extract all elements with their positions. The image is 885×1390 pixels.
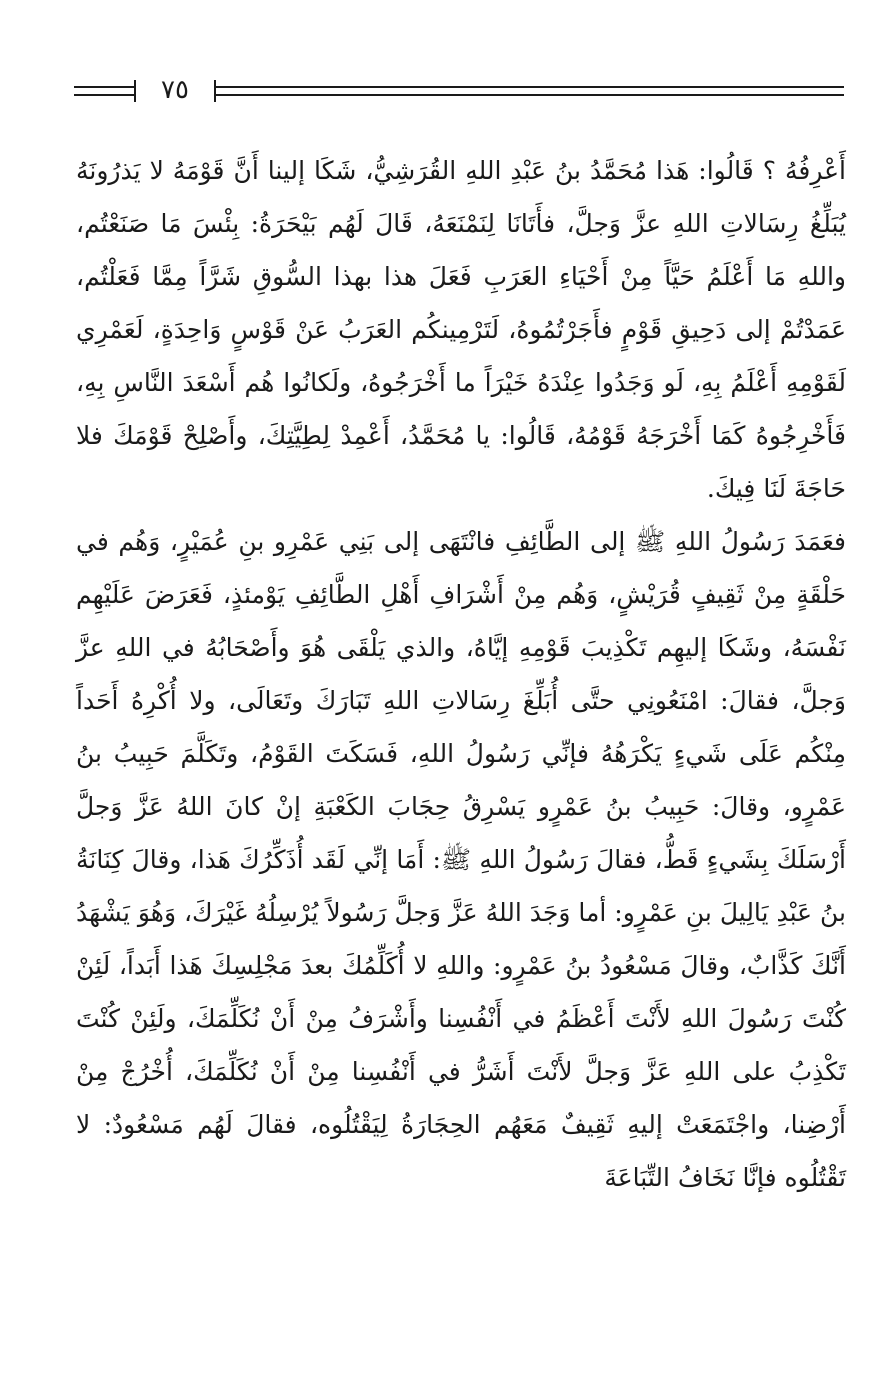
header-rule-right	[216, 86, 844, 96]
paragraph: أَعْرِفُهُ ؟ قَالُوا: هَذا مُحَمَّدُ بنُ عَبْدِ اللهِ القُرَشِيُّ، شَكَا إلينا أَنَّ قَوْمَهُ لا يَذرُونَهُ يُبَلِّغُ رِسَالاتِ اللهِ عزَّ وَجلَّ، فأَتَانَا لِنَمْنَعَهُ، قَالَ لَهُم بَيْحَرَةُ: بِئْسَ مَا صَنَعْتُم، واللهِ مَا أَعْلَمُ حَيَّاً مِنْ أَحْيَاءِ العَرَبِ فَعَلَ هذا بهذا السُّوقِ شَرَّاً مِمَّا فَعَلْتُم، عَمَدْتُمْ إلى دَحِيقِ قَوْمٍ فأَجَرْتُمُوهُ، لَتَرْمِينكُم العَرَبُ عَنْ قَوْسٍ وَاحِدَةٍ، لَعَمْرِي لَقَوْمِهِ أَعْلَمُ بِهِ، لَو وَجَدُوا عِنْدَهُ خَيْرَاً ما أَخْرَجُوهُ، ولَكانُوا هُم أَسْعَدَ النَّاسِ بِهِ، فَأَخْرِجُوهُ كَمَا أَخْرَجَهُ قَوْمُهُ، قَالُوا: يا مُحَمَّدُ، أَعْمِدْ لِطِيَّتِكَ، وأَصْلِحْ قَوْمَكَ فلا حَاجَةَ لَنَا فِيكَ.	[76, 156, 846, 503]
paragraph: فعَمَدَ رَسُولُ اللهِ ﷺ إلى الطَّائِفِ فانْتَهَى إلى بَنِي عَمْرِو بنِ عُمَيْرٍ، وَهُم في حَلْقَةٍ مِنْ ثَقِيفٍ قُرَيْشٍ، وَهُم مِنْ أَشْرَافِ أَهْلِ الطَّائِفِ يَوْمئذٍ، فَعَرَضَ عَلَيْهِم نَفْسَهُ، وشَكَا إليهِم تَكْذِيبَ قَوْمِهِ إيَّاهُ، والذي يَلْقَى هُوَ وأَصْحَابُهُ في اللهِ عزَّ وَجلَّ، فقالَ: امْنَعُونِي حتَّى أُبَلِّغَ رِسَالاتِ اللهِ تَبَارَكَ وتَعَالَى، ولا أُكْرِهُ أَحَداً مِنْكُم عَلَى شَيءٍ يَكْرَهُهُ فإنِّي رَسُولُ اللهِ، فَسَكَتَ القَوْمُ، وتَكَلَّمَ حَبِيبُ بنُ عَمْرٍو، وقالَ: حَبِيبُ بنُ عَمْرٍو يَسْرِقُ حِجَابَ الكَعْبَةِ إنْ كانَ اللهُ عَزَّ وَجلَّ أَرْسَلَكَ بِشَيءٍ قَطُّ، فقالَ رَسُولُ اللهِ ﷺ: أَمَا إنِّي لَقَد أُذَكِّرُكَ هَذا، وقالَ كِنَانَةُ بنُ عَبْدِ يَالِيلَ بنِ عَمْرٍو: أما وَجَدَ اللهُ عَزَّ وَجلَّ رَسُولاً يُرْسِلُهُ غَيْرَكَ، وَهُوَ يَشْهَدُ أَنَّكَ كَذَّابٌ، وقالَ مَسْعُودُ بنُ عَمْرٍو: واللهِ لا أُكَلِّمُكَ بعدَ مَجْلِسِكَ هَذا أَبَداً، لَئِنْ كُنْتَ رَسُولَ اللهِ لأَنْتَ أَعْظَمُ في أَنْفُسِنا وأَشْرَفُ مِنْ أَنْ نُكَلِّمَكَ، ولَئِنْ كُنْتَ تَكْذِبُ على اللهِ عَزَّ وَجلَّ لأَنْتَ أَشَرُّ في أَنْفُسِنا مِنْ أَنْ نُكَلِّمَكَ، أُخْرُجْ مِنْ أَرْضِنا، واجْتَمَعَتْ إليهِ ثَقِيفٌ مَعَهُم الحِجَارَةُ لِيَقْتُلُوه، فقالَ لَهُم مَسْعُودٌ: لا تَقْتُلُوه فإنَّا نَخَافُ التِّبَاعَةَ	[76, 527, 846, 1192]
page-number: ٧٥	[161, 75, 189, 105]
page-header	[74, 74, 844, 110]
body-text	[76, 144, 846, 1204]
header-rule-left	[74, 86, 134, 96]
